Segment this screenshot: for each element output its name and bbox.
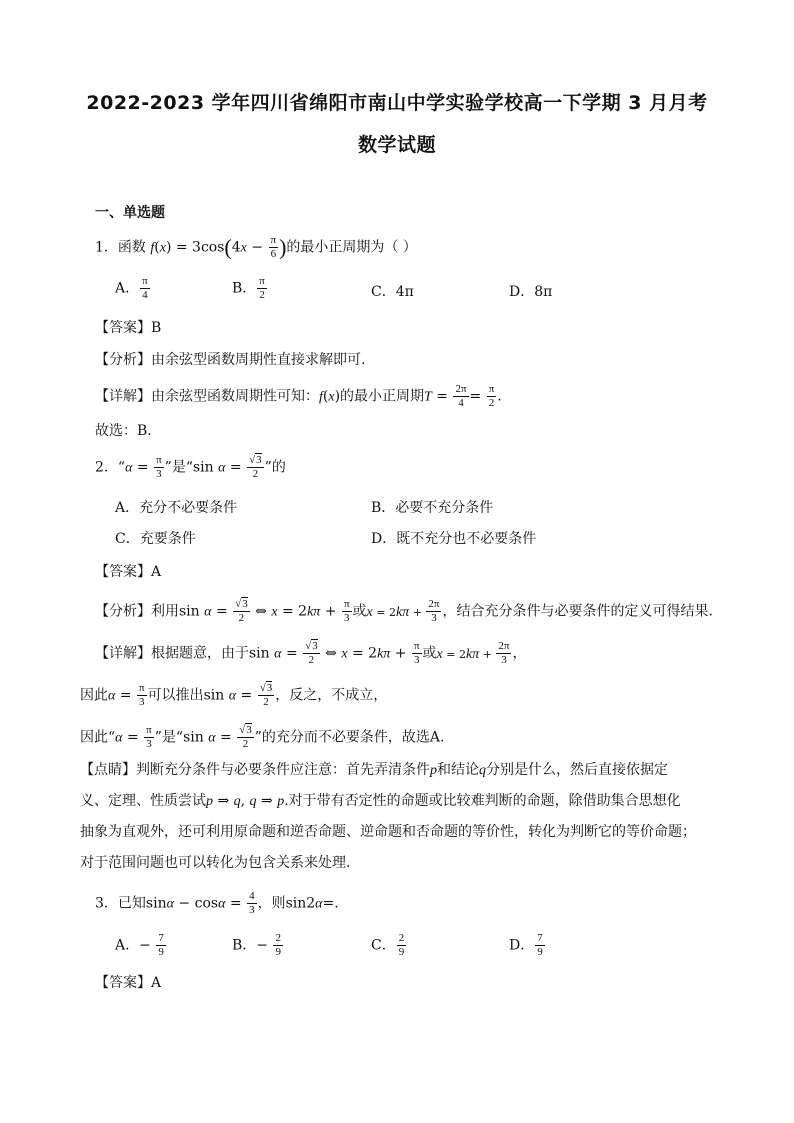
q1-stem: 1．函数 f(x) = 3cos(4x − $\frac{\pi}{6}$ )的最小正周期为（ ） <box>95 234 417 260</box>
q2-detail-line2: 因此α = $\frac{\pi}{3}$ 可以推出sin α = $\frac{√3}{2}$ ，反之，不成立， <box>80 682 388 708</box>
q3-answer: 【答案】A <box>95 975 162 991</box>
q2-detail-line3: 因此“α = $\frac{\pi}{3}$ ”是“sin α = $\frac{√3}{2}$ ”的充分而不必要条件，故选A. <box>80 724 445 750</box>
doc-title-line2: 数学试题 <box>357 134 436 156</box>
q2-option-b: B．必要不充分条件 <box>371 500 494 516</box>
q1-answer: 【答案】B <box>95 320 162 336</box>
q3-stem: 3．已知sinα − cosα = $\frac{4}{3}$ ，则sin2α=. <box>95 890 339 916</box>
doc-title-line1: 2022-2023 学年四川省绵阳市南山中学实验学校高一下学期 3 月月考 <box>86 92 708 114</box>
q3-option-c: C． $\frac{2}{9}$ <box>371 932 405 958</box>
q1-option-a: A． $\frac{\pi}{4}$ <box>115 275 148 301</box>
q1-option-d: D．8π <box>509 284 553 300</box>
section-heading: 一、单选题 <box>95 205 165 221</box>
q2-comment-line1: 【点睛】判断充分条件与必要条件应注意：首先弄清条件p和结论q分别是什么，然后直接依据定 <box>80 762 668 778</box>
q2-answer: 【答案】A <box>95 564 162 580</box>
q2-option-d: D．既不充分也不必要条件 <box>371 531 537 547</box>
q2-option-a: A．充分不必要条件 <box>115 500 238 516</box>
q2-comment-line2: 义、定理、性质尝试p ⇒ q, q ⇒ p.对于带有否定性的命题或比较难判断的命题，除借助集合思想化 <box>80 793 681 809</box>
q1-option-b: B． $\frac{\pi}{2}$ <box>232 275 265 301</box>
q1-analysis: 【分析】由余弦型函数周期性直接求解即可. <box>95 352 366 368</box>
q1-option-c: C．4π <box>371 284 414 300</box>
q1-detail: 【详解】由余弦型函数周期性可知：f(x)的最小正周期T = $\frac{2\pi}{4}$ = $\frac{\pi}{2}$ . <box>95 383 502 409</box>
q2-detail: 【详解】根据题意，由于sin α = $\frac{√3}{2}$ ⇔ x = 2kπ + $\frac{\pi}{3}$ 或x = 2kπ + $\frac{2\pi}{3}$ ， <box>95 640 527 666</box>
q1-conclusion: 故选：B. <box>95 423 152 439</box>
q3-option-d: D． $\frac{7}{9}$ <box>509 932 543 958</box>
q2-stem: 2．“α = $\frac{\pi}{3}$ ”是“sin α = $\frac{√3}{2}$ ”的 <box>95 454 286 480</box>
q2-option-c: C．充要条件 <box>115 531 196 547</box>
q2-comment-line3: 抽象为直观外，还可利用原命题和逆否命题、逆命题和否命题的等价性，转化为判断它的等价命题； <box>80 824 696 840</box>
q2-analysis: 【分析】利用sin α = $\frac{√3}{2}$ ⇔ x = 2kπ + $\frac{\pi}{3}$ 或x = 2kπ + $\frac{2\pi}{3}$ ，结合充分条件与必要条件的定义可得结果. <box>95 598 713 624</box>
q3-option-a: A．− $\frac{7}{9}$ <box>115 932 164 958</box>
q3-option-b: B．− $\frac{2}{9}$ <box>232 932 281 958</box>
q2-comment-line4: 对于范围问题也可以转化为包含关系来处理. <box>80 855 351 871</box>
